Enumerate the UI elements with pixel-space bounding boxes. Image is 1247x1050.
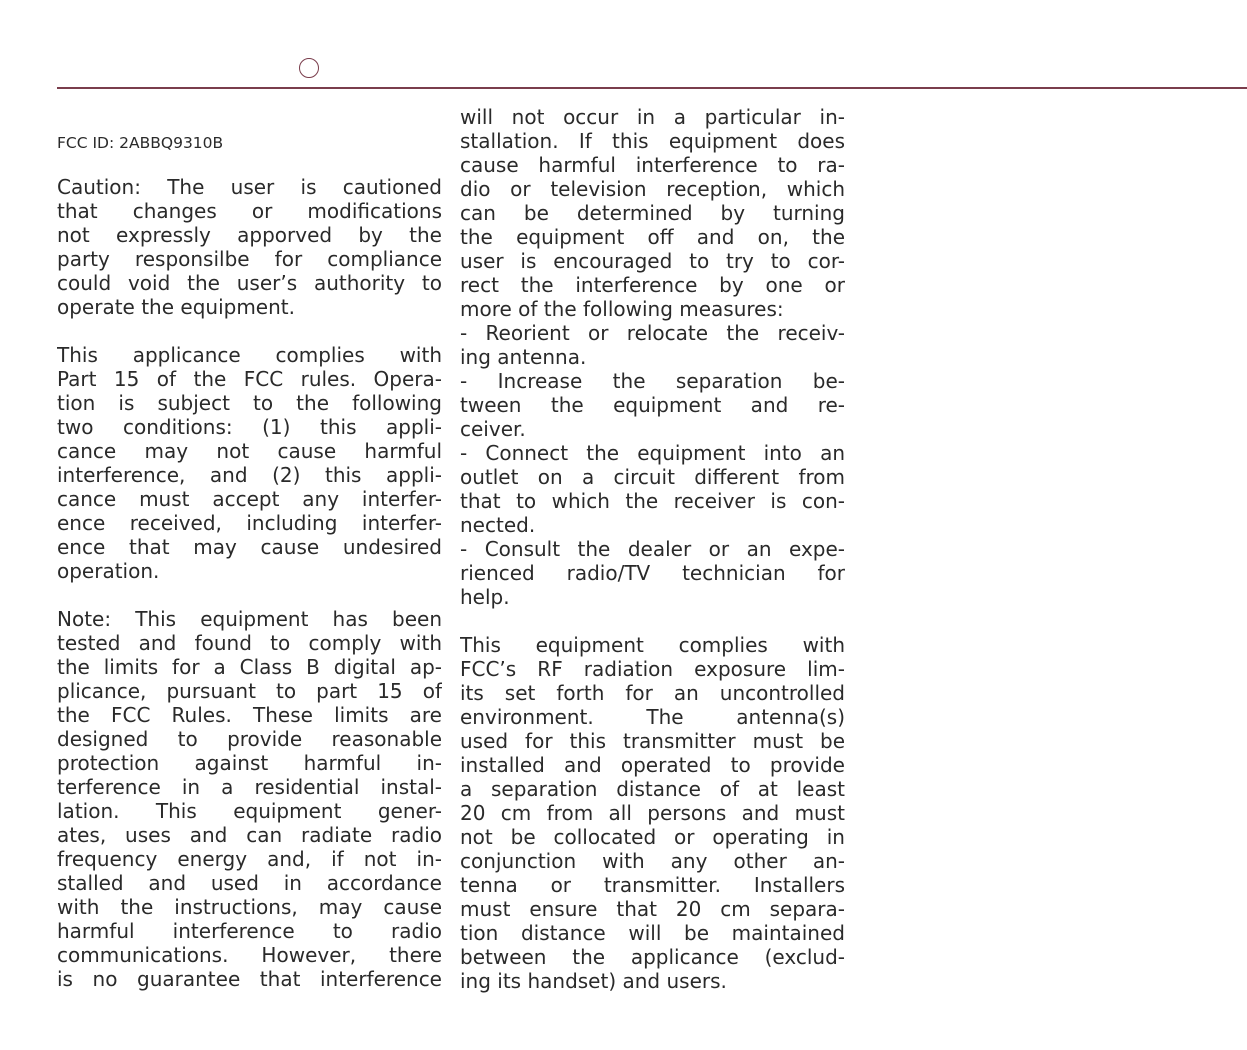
- text-line: ence received, including interfer-: [57, 511, 442, 535]
- text-line: - Connect the equipment into an: [460, 441, 845, 465]
- text-line: used for this transmitter must be: [460, 729, 845, 753]
- text-line: cause harmful interference to ra-: [460, 153, 845, 177]
- text-line: the equipment off and on, the: [460, 225, 845, 249]
- text-line: tion distance will be maintained: [460, 921, 845, 945]
- text-line: tween the equipment and re-: [460, 393, 845, 417]
- text-line: can be determined by turning: [460, 201, 845, 225]
- text-line: its set forth for an uncontrolled: [460, 681, 845, 705]
- text-line: user is encouraged to try to cor-: [460, 249, 845, 273]
- text-line: rect the interference by one or: [460, 273, 845, 297]
- text-line: - Consult the dealer or an expe-: [460, 537, 845, 561]
- text-line: tion is subject to the following: [57, 391, 442, 415]
- text-line: designed to provide reasonable: [57, 727, 442, 751]
- text-line: tenna or transmitter. Installers: [460, 873, 845, 897]
- text-line: ing antenna.: [460, 345, 587, 369]
- text-line: protection against harmful in-: [57, 751, 442, 775]
- text-line: tested and found to comply with: [57, 631, 442, 655]
- text-line: ceiver.: [460, 417, 526, 441]
- text-line: is no guarantee that interference: [57, 967, 442, 991]
- text-line: Caution: The user is cautioned: [57, 175, 442, 199]
- text-line: ing its handset) and users.: [460, 969, 727, 993]
- text-line: outlet on a circuit different from: [460, 465, 845, 489]
- rf-exposure-paragraph: [460, 633, 845, 993]
- text-line: This equipment complies with: [460, 633, 845, 657]
- text-line: must ensure that 20 cm separa-: [460, 897, 845, 921]
- text-line: will not occur in a particular in-: [460, 105, 845, 129]
- text-line: conjunction with any other an-: [460, 849, 845, 873]
- text-line: cance may not cause harmful: [57, 439, 442, 463]
- text-line: a separation distance of at least: [460, 777, 845, 801]
- text-line: ence that may cause undesired: [57, 535, 442, 559]
- text-line: operation.: [57, 559, 160, 583]
- text-line: installed and operated to provide: [460, 753, 845, 777]
- right-column: [460, 105, 845, 993]
- text-line: terference in a residential instal-: [57, 775, 442, 799]
- text-line: FCC’s RF radiation exposure lim-: [460, 657, 845, 681]
- text-line: Note: This equipment has been: [57, 607, 442, 631]
- text-line: cance must accept any interfer-: [57, 487, 442, 511]
- text-line: the FCC Rules. These limits are: [57, 703, 442, 727]
- left-column: [57, 133, 442, 991]
- compliance-paragraph: [57, 343, 442, 583]
- text-line: rienced radio/TV technician for: [460, 561, 845, 585]
- fcc-id: FCC ID: 2ABBQ9310B: [57, 134, 224, 152]
- text-line: ates, uses and can radiate radio: [57, 823, 442, 847]
- text-line: - Increase the separation be-: [460, 369, 845, 393]
- note-paragraph: [57, 607, 442, 991]
- text-line: frequency energy and, if not in-: [57, 847, 442, 871]
- text-line: help.: [460, 585, 510, 609]
- text-line: two conditions: (1) this appli-: [57, 415, 442, 439]
- caution-paragraph: [57, 175, 442, 319]
- text-line: that to which the receiver is con-: [460, 489, 845, 513]
- text-line: interference, and (2) this appli-: [57, 463, 442, 487]
- text-line: between the applicance (exclud-: [460, 945, 845, 969]
- text-line: stallation. If this equipment does: [460, 129, 845, 153]
- text-line: lation. This equipment gener-: [57, 799, 442, 823]
- text-line: 20 cm from all persons and must: [460, 801, 845, 825]
- text-line: more of the following measures:: [460, 297, 784, 321]
- circle-icon: [299, 58, 319, 78]
- text-line: operate the equipment.: [57, 295, 295, 319]
- text-line: Part 15 of the FCC rules. Opera-: [57, 367, 442, 391]
- text-line: harmful interference to radio: [57, 919, 442, 943]
- text-line: party responsilbe for compliance: [57, 247, 442, 271]
- header-rule: [57, 87, 1247, 89]
- text-line: not expressly apporved by the: [57, 223, 442, 247]
- text-line: that changes or modifications: [57, 199, 442, 223]
- interference-measures-paragraph: [460, 105, 845, 609]
- text-line: dio or television reception, which: [460, 177, 845, 201]
- text-line: with the instructions, may cause: [57, 895, 442, 919]
- text-line: This applicance complies with: [57, 343, 442, 367]
- text-line: plicance, pursuant to part 15 of: [57, 679, 442, 703]
- text-line: environment. The antenna(s): [460, 705, 845, 729]
- text-line: the limits for a Class B digital ap-: [57, 655, 442, 679]
- text-line: - Reorient or relocate the receiv-: [460, 321, 845, 345]
- text-line: communications. However, there: [57, 943, 442, 967]
- text-line: could void the user’s authority to: [57, 271, 442, 295]
- text-line: stalled and used in accordance: [57, 871, 442, 895]
- text-line: nected.: [460, 513, 536, 537]
- text-line: not be collocated or operating in: [460, 825, 845, 849]
